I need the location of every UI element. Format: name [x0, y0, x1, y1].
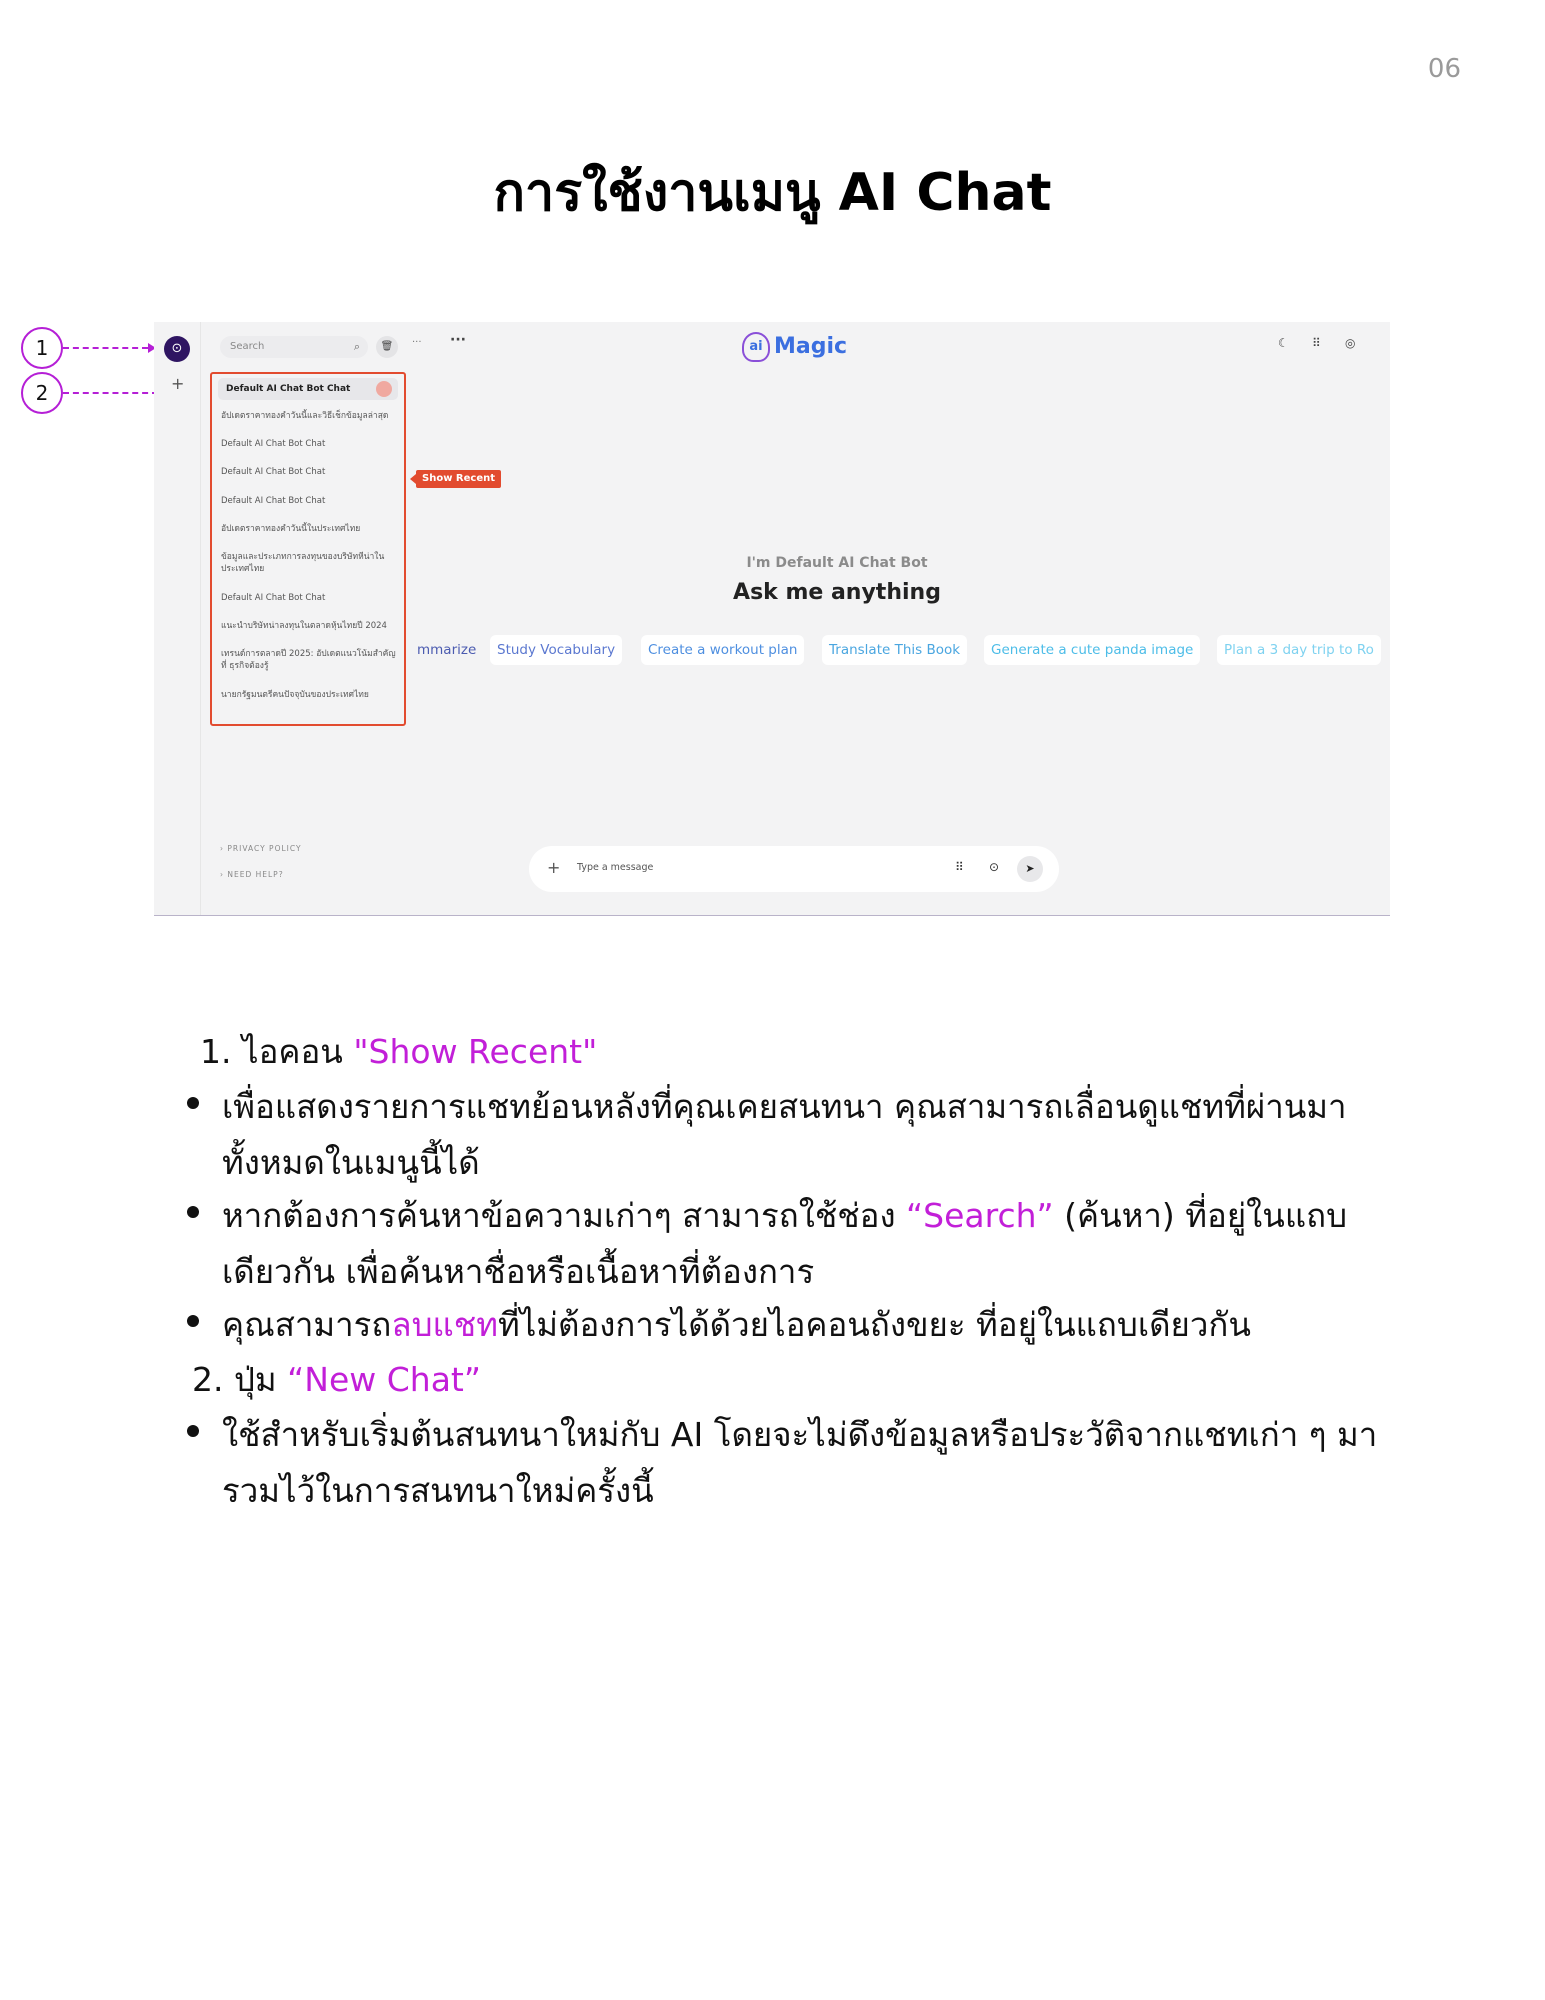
- recent-item[interactable]: Default AI Chat Bot Chat: [221, 467, 326, 477]
- bullet-3-highlight: ลบแชท: [391, 1305, 498, 1344]
- menu-dots-icon[interactable]: ···: [450, 332, 466, 348]
- search-input[interactable]: [220, 336, 368, 358]
- recent-item[interactable]: เทรนด์การตลาดปี 2025: อัปเดตแนวโน้มสำคัญที่ ธุรกิจต้องรู้: [221, 649, 396, 671]
- bot-heading: Ask me anything: [733, 580, 941, 605]
- bullet-3-text-b: ที่ไม่ต้องการได้ด้วยไอคอนถังขยะ ที่อยู่ในแถบเดียวกัน: [497, 1305, 1251, 1344]
- brand-head-icon: ai: [742, 332, 770, 362]
- bullet-dot: [187, 1097, 199, 1109]
- bullet-1-line-2: ทั้งหมดในเมนูนี้ได้: [222, 1143, 480, 1182]
- suggestion-chip[interactable]: Plan a 3 day trip to Ro: [1217, 635, 1381, 665]
- bot-subtitle: I'm Default AI Chat Bot: [746, 555, 928, 571]
- recent-item[interactable]: Default AI Chat Bot Chat: [221, 593, 326, 603]
- recent-item[interactable]: ข้อมูลและประเภทการลงทุนของบริษัทหีน่าใน ประเทศไทย: [221, 552, 385, 574]
- recent-item-label: Default AI Chat Bot Chat: [226, 384, 351, 394]
- bullet-2-line-2: เดียวกัน เพื่อค้นหาชื่อหรือเนื้อหาที่ต้องการ: [222, 1252, 815, 1291]
- user-avatar-icon[interactable]: ◎: [1345, 336, 1356, 350]
- bullet-4-line-2: รวมไว้ในการสนทนาใหม่ครั้งนี้: [222, 1471, 654, 1510]
- suggestion-chip[interactable]: mmarize: [417, 642, 477, 658]
- need-help-link[interactable]: › NEED HELP?: [220, 870, 284, 879]
- show-recent-icon[interactable]: ⊙: [164, 336, 190, 362]
- privacy-policy-link[interactable]: › PRIVACY POLICY: [220, 844, 302, 853]
- recent-item[interactable]: Default AI Chat Bot Chat: [221, 439, 326, 449]
- tools-icon[interactable]: ⠿: [955, 860, 964, 874]
- apps-grid-icon[interactable]: ⠿: [1312, 336, 1321, 350]
- item-2-highlight: “New Chat”: [287, 1360, 481, 1399]
- callout-1: 1: [21, 327, 63, 369]
- bullet-4-line-1: ใช้สำหรับเริ่มต้นสนทนาใหม่กับ AI โดยจะไม่ดึงข้อมูลหรือประวัติจากแชทเก่า ๆ มา: [222, 1415, 1378, 1454]
- bullet-2-highlight: “Search”: [906, 1196, 1054, 1235]
- attach-plus-icon[interactable]: +: [547, 858, 561, 877]
- trash-icon[interactable]: 🗑: [376, 336, 398, 358]
- item-1-heading: [200, 1025, 597, 1078]
- page-title: การใช้งานเมนู AI Chat: [493, 163, 1052, 223]
- left-rail: [154, 322, 201, 915]
- show-recent-tag: Show Recent: [416, 470, 501, 488]
- recent-item[interactable]: แนะนำบริษัทน่าลงทุนในตลาดหุ้นไทยปี 2024: [221, 621, 387, 631]
- recent-item[interactable]: Default AI Chat Bot Chat: [221, 496, 326, 506]
- bullet-dot: [187, 1206, 199, 1218]
- item-1-highlight: "Show Recent": [353, 1032, 598, 1071]
- recent-item-active[interactable]: [218, 378, 398, 400]
- recent-item[interactable]: นายกรัฐมนตรีคนปัจจุบันของประเทศไทย: [221, 690, 369, 700]
- suggestion-chip[interactable]: Translate This Book: [822, 635, 967, 665]
- item-2-prefix: 2. ปุ่ม: [192, 1360, 288, 1399]
- recent-item[interactable]: อัปเดตราคาทองคำวันนี้ในประเทศไทย: [221, 524, 361, 534]
- send-icon[interactable]: ➤: [1017, 856, 1043, 882]
- search-icon: ⌕: [353, 340, 360, 353]
- app-screenshot: [154, 322, 1390, 916]
- suggestion-chip[interactable]: Generate a cute panda image: [984, 635, 1200, 665]
- bullet-1-line-1: เพื่อแสดงรายการแชทย้อนหลังที่คุณเคยสนทนา คุณสามารถเลื่อนดูแชทที่ผ่านมา: [222, 1087, 1347, 1126]
- bullet-3-text-a: คุณสามารถ: [222, 1305, 392, 1344]
- item-2-heading: [192, 1353, 481, 1406]
- page-number: 06: [1427, 54, 1461, 84]
- recent-chats-panel: [210, 372, 406, 726]
- item-1-prefix: 1. ไอคอน: [200, 1032, 354, 1071]
- suggestion-chip[interactable]: Create a workout plan: [641, 635, 804, 665]
- callout-2-line: [63, 392, 158, 394]
- search-placeholder: Search: [230, 341, 265, 352]
- delete-chat-icon[interactable]: [376, 381, 392, 397]
- recent-item[interactable]: อัปเดตราคาทองคำวันนี้และวิธีเช็กข้อมูลล่าสุด: [221, 411, 389, 421]
- dark-mode-icon[interactable]: ☾: [1278, 336, 1289, 350]
- brand-name: Magic: [774, 334, 848, 359]
- callout-1-line: [63, 347, 148, 349]
- bullet-dot: [187, 1425, 199, 1437]
- message-composer: [529, 846, 1059, 892]
- callout-2: 2: [21, 372, 63, 414]
- bullet-dot: [187, 1315, 199, 1327]
- bullet-2-text-b: (ค้นหา) ที่อยู่ในแถบ: [1053, 1196, 1348, 1235]
- bullet-2-text-a: หากต้องการค้นหาข้อความเก่าๆ สามารถใช้ช่อง: [222, 1196, 907, 1235]
- suggestion-chip[interactable]: Study Vocabulary: [490, 635, 622, 665]
- new-chat-icon[interactable]: +: [171, 374, 185, 393]
- bullet-3-line-1: [222, 1298, 1251, 1351]
- more-dots-icon[interactable]: ···: [412, 337, 422, 348]
- message-input[interactable]: Type a message: [577, 862, 654, 873]
- target-icon[interactable]: ⊙: [989, 860, 1000, 874]
- bullet-2-line-1: [222, 1189, 1347, 1242]
